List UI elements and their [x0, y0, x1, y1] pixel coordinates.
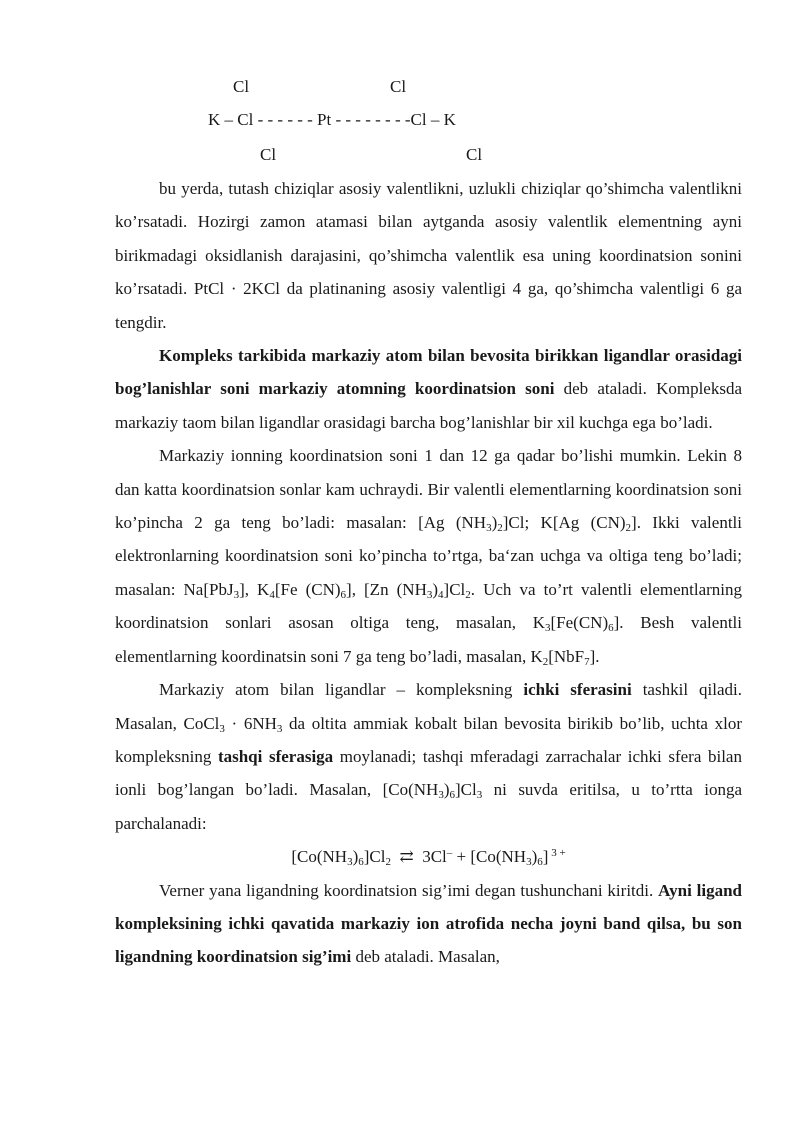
scheme-middle-line: K – Cl - - - - - - Pt - - - - - - - -Cl – K — [208, 110, 456, 129]
definition-capacity-bold: Ayni ligand kompleksining ichki qavatida markaziy ion atrofida necha joyni band qilsa, bu son ligandning koordinatsion sig’imi — [115, 880, 742, 967]
scheme-cl-top-left: Cl — [233, 77, 250, 96]
scheme-cl-bottom-right: Cl — [466, 145, 483, 164]
equilibrium-arrow: ⇄ — [390, 847, 423, 867]
scheme-cl-top-right: Cl — [390, 77, 407, 96]
paragraph-coordination-numbers: Markaziy ionning koordinatsion soni 1 dan 12 ga qadar bo’lishi mumkin. Lekin 8 dan katta koordinatsion sonlar kam uchraydi. Bir valentli elementlarning koordinatsion soni ko’pincha 2 ga teng bo’ladi: masalan: [Ag $(NH_3)_2]Cl$; K[Ag $(CN)_2$]. Ikki valentli elektronlarning koordinatsion soni ko’pincha to’rtga, ba‘zan uchga va oltiga teng bo’ladi; masalan: Na[PbJ$_3$], $K_4[Fe$ $(CN)_6$], [Zn $(NH_3)_4]Cl_2$. Uch va to’rt valentli elementlarning koordinatsion sonlari asosan oltiga teng, masalan, $K_3[Fe(CN)_6]$. Besh valentli elementlarning koordinatsin soni 7 ga teng bo’ladi, masalan, $K_2[NbF_7]$. — [115, 446, 743, 668]
document-body — [115, 172, 742, 974]
dissociation-equation: $[Co(NH_3)_6]Cl_2$ ⇄ $3Cl^- + [Co(NH_3)_6]$ $^{3 +}$ — [291, 847, 566, 869]
paragraph-spheres: Markaziy atom bilan ligandlar – kompleksning ichki sferasini tashkil qiladi. Masalan, CoCl$_3$ · $6NH_3$ da oltita ammiak kobalt bilan bevosita birikib bo’lib, uchta xlor kompleksning tashqi sferasiga moylanadi; tashqi mferadagi zarrachalar ichki sfera bilan ionli bog’langan bo’ladi. Masalan, $[Co(NH_3)_6]Cl_3$ ni suvda eritilsa, u to’rtta ionga parchalanadi: — [115, 680, 743, 833]
term-inner-sphere: ichki sferasini — [523, 680, 632, 700]
scheme-cl-bottom-left: Cl — [260, 145, 277, 164]
definition-bold: Kompleks tarkibida markaziy atom bilan bevosita birikkan ligandlar orasidagi bog’lanishlar soni markaziy atomning koordinatsion soni — [115, 346, 742, 399]
term-outer-sphere: tashqi sferasiga — [217, 746, 334, 766]
paragraph-coordination-capacity: Verner yana ligandning koordinatsion sig’imi degan tushunchani kiritdi. Ayni ligand kompleksining ichki qavatida markaziy ion atrofida necha joyni band qilsa, bu son ligandning koordinatsion sig’imi deb ataladi. Masalan, — [115, 880, 742, 967]
paragraph-coordination-definition: Kompleks tarkibida markaziy atom bilan bevosita birikkan ligandlar orasidagi bog’lanishlar soni markaziy atomning koordinatsion soni deb ataladi. Kompleksda markaziy taom bilan ligandlar orasidagi barcha bog’lanishlar bir xil kuchga ega bo’ladi. — [115, 346, 743, 432]
paragraph-valentlik: bu yerda, tutash chiziqlar asosiy valentlikni, uzlukli chiziqlar qo’shimcha valentlikni ko’rsatadi. Hozirgi zamon atamasi bilan aytganda asosiy valentlik elementning ayni birikmadagi oksidlanish darajasini, qo’shimcha valentlik esa uning koordinatsion sonini ko’rsatadi. PtCl · 2KCl da platinaning asosiy valentligi 4 ga, qo’shimcha valentligi 6 ga tengdir. — [115, 179, 742, 332]
